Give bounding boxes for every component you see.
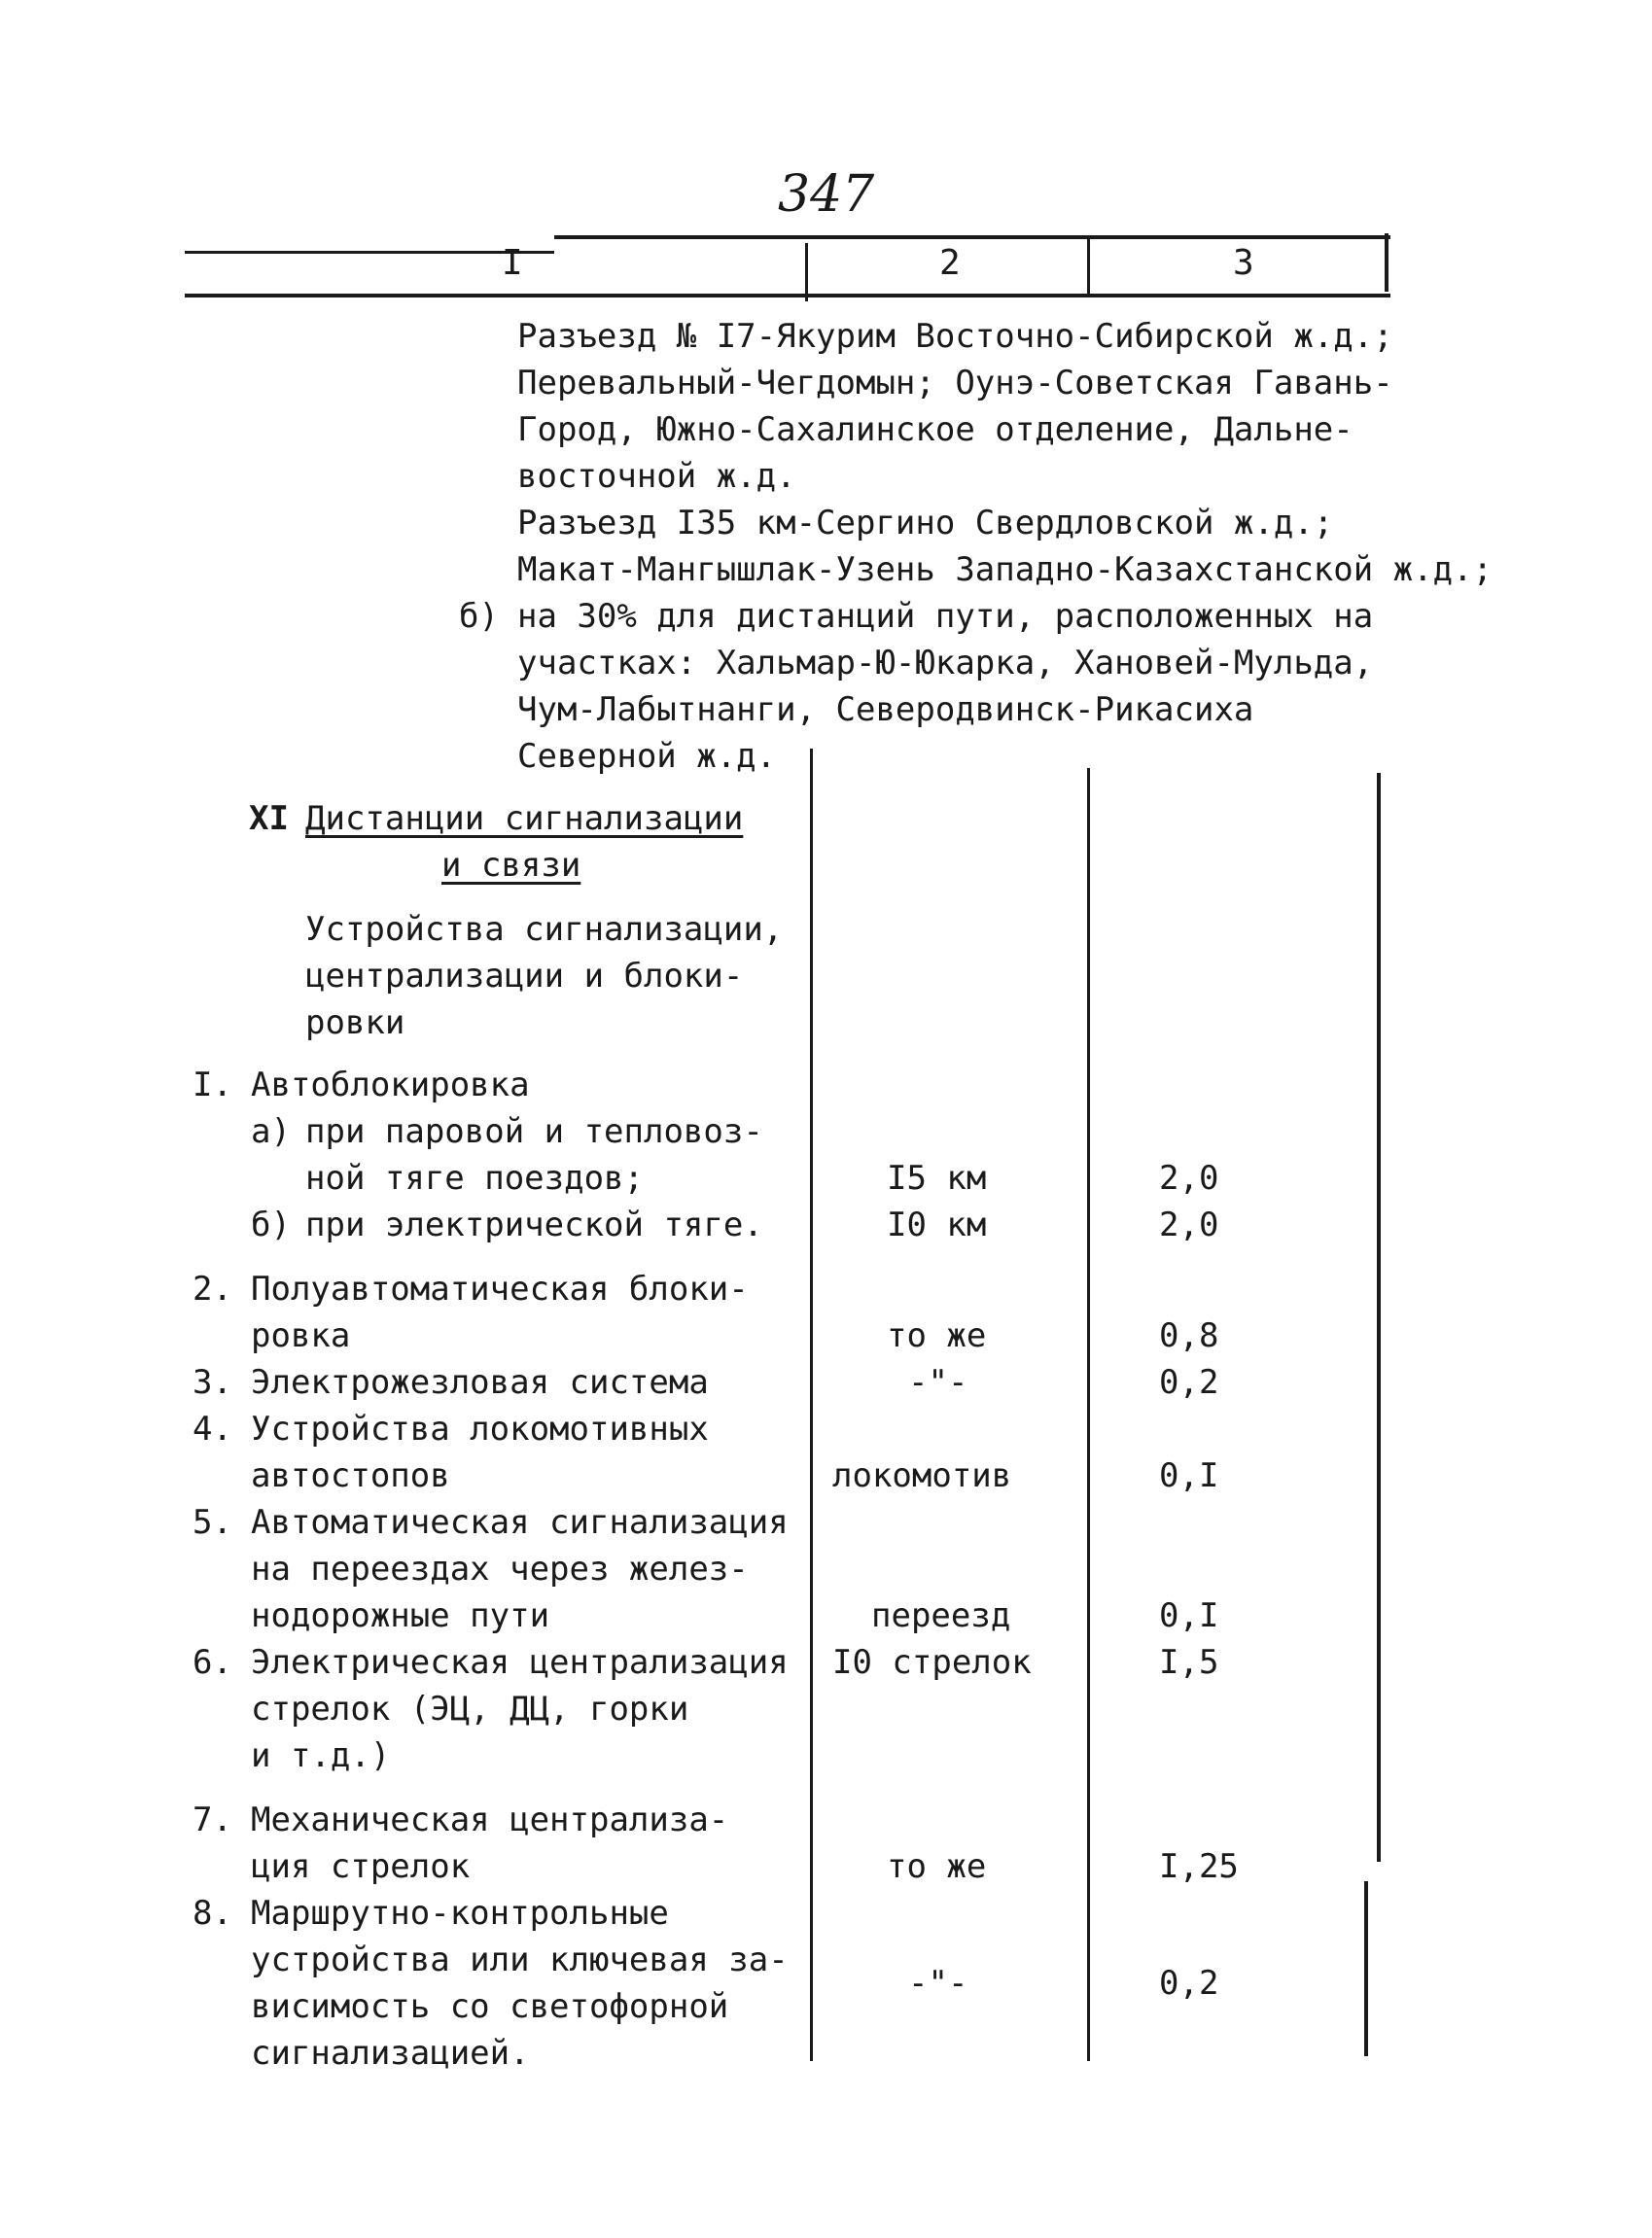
row-number: 5.: [193, 1503, 232, 1542]
row-text: ция стрелок: [251, 1847, 471, 1886]
row-text: при паровой и тепловоз-: [305, 1112, 763, 1151]
row-text: ной тяге поездов;: [305, 1159, 644, 1198]
row-unit: то же: [887, 1847, 987, 1886]
column-rule-1: [810, 749, 813, 2061]
row-number: 8.: [193, 1894, 232, 1933]
row-unit: -"-: [908, 1363, 968, 1402]
item-b-line: Чум-Лабытнанги, Северодвинск-Рикасиха: [517, 690, 1254, 729]
section-subtitle-line: ровки: [305, 1003, 405, 1042]
section-subtitle-line: Устройства сигнализации,: [305, 910, 784, 949]
intro-line: Разъезд I35 км-Сергино Свердловской ж.д.;: [517, 504, 1334, 542]
row-text: при электрической тяге.: [305, 1206, 763, 1244]
row-text: и т.д.): [251, 1736, 391, 1775]
row-text: нодорожные пути: [251, 1596, 550, 1635]
row-text: Электрожезловая система: [251, 1363, 709, 1402]
column-rule-2: [1087, 768, 1090, 2061]
row-value: 0,8: [1159, 1316, 1219, 1355]
row-value: 2,0: [1159, 1206, 1219, 1244]
header-divider-2: [1087, 239, 1090, 294]
header-left-rule: [185, 251, 554, 254]
row-text: Электрическая централизация: [251, 1643, 789, 1682]
intro-line: восточной ж.д.: [517, 457, 796, 496]
header-right-edge: [1385, 233, 1388, 292]
row-unit: -"-: [908, 1964, 968, 2003]
section-title-line2: и связи: [441, 846, 581, 885]
row-number: 2.: [193, 1270, 232, 1309]
column-header-3: 3: [1233, 243, 1254, 283]
intro-line: Макат-Мангышлак-Узень Западно-Казахстанской ж.д.;: [517, 550, 1494, 589]
row-value: 2,0: [1159, 1159, 1219, 1198]
row-unit: то же: [887, 1316, 987, 1355]
row-unit: I0 км: [887, 1206, 987, 1244]
intro-line: Город, Южно-Сахалинское отделение, Дальне-: [517, 410, 1353, 449]
intro-line: Перевальный-Чегдомын; Оунэ-Советская Гавань-: [517, 364, 1393, 402]
item-b-marker: б): [459, 597, 499, 636]
row-text: на переездах через желез-: [251, 1550, 749, 1589]
row-text: Устройства локомотивных: [251, 1410, 709, 1449]
column-header-2: 2: [939, 243, 961, 283]
row-value: 0,2: [1159, 1363, 1219, 1402]
row-number: 7.: [193, 1801, 232, 1839]
item-b-line: Северной ж.д.: [517, 737, 777, 776]
section-subtitle-line: централизации и блоки-: [305, 957, 744, 996]
row-unit: локомотив: [832, 1456, 1012, 1495]
intro-line: Разъезд № I7-Якурим Восточно-Сибирской ж.д.;: [517, 317, 1393, 356]
row-text: стрелок (ЭЦ, ДЦ, горки: [251, 1690, 689, 1729]
row-number: а): [251, 1112, 291, 1151]
row-number: I.: [193, 1066, 232, 1104]
row-value: I,5: [1159, 1643, 1219, 1682]
row-text: Механическая централиза-: [251, 1801, 729, 1839]
row-number: 6.: [193, 1643, 232, 1682]
row-text: висимость со светофорной: [251, 1987, 729, 2026]
row-text: устройства или ключевая за-: [251, 1941, 789, 1979]
row-value: 0,2: [1159, 1964, 1219, 2003]
row-value: I,25: [1159, 1847, 1239, 1886]
section-title-line1: Дистанции сигнализации: [305, 799, 744, 838]
row-text: Маршрутно-контрольные: [251, 1894, 669, 1933]
column-header-1: I: [502, 243, 523, 283]
header-top-rule: [554, 235, 1390, 239]
row-text: Полуавтоматическая блоки-: [251, 1270, 749, 1309]
row-value: 0,I: [1159, 1596, 1219, 1635]
header-bottom-rule: [185, 294, 1390, 297]
row-number: б): [251, 1206, 291, 1244]
column-rule-3a: [1377, 773, 1381, 1862]
row-unit: переезд: [871, 1596, 1011, 1635]
row-unit: I0 стрелок: [832, 1643, 1032, 1682]
header-divider-1: [805, 243, 808, 301]
row-number: 4.: [193, 1410, 232, 1449]
row-value: 0,I: [1159, 1456, 1219, 1495]
row-text: Автоматическая сигнализация: [251, 1503, 789, 1542]
row-text: Автоблокировка: [251, 1066, 530, 1104]
item-b-line: на 30% для дистанций пути, расположенных на: [517, 597, 1374, 636]
row-text: ровка: [251, 1316, 351, 1355]
section-number: XI: [249, 799, 289, 838]
page-number: 347: [778, 165, 875, 224]
row-number: 3.: [193, 1363, 232, 1402]
row-unit: I5 км: [887, 1159, 987, 1198]
item-b-line: участках: Хальмар-Ю-Юкарка, Хановей-Мульда,: [517, 644, 1374, 682]
row-text: автостопов: [251, 1456, 450, 1495]
column-rule-3b: [1364, 1881, 1368, 2056]
row-text: сигнализацией.: [251, 2034, 530, 2073]
